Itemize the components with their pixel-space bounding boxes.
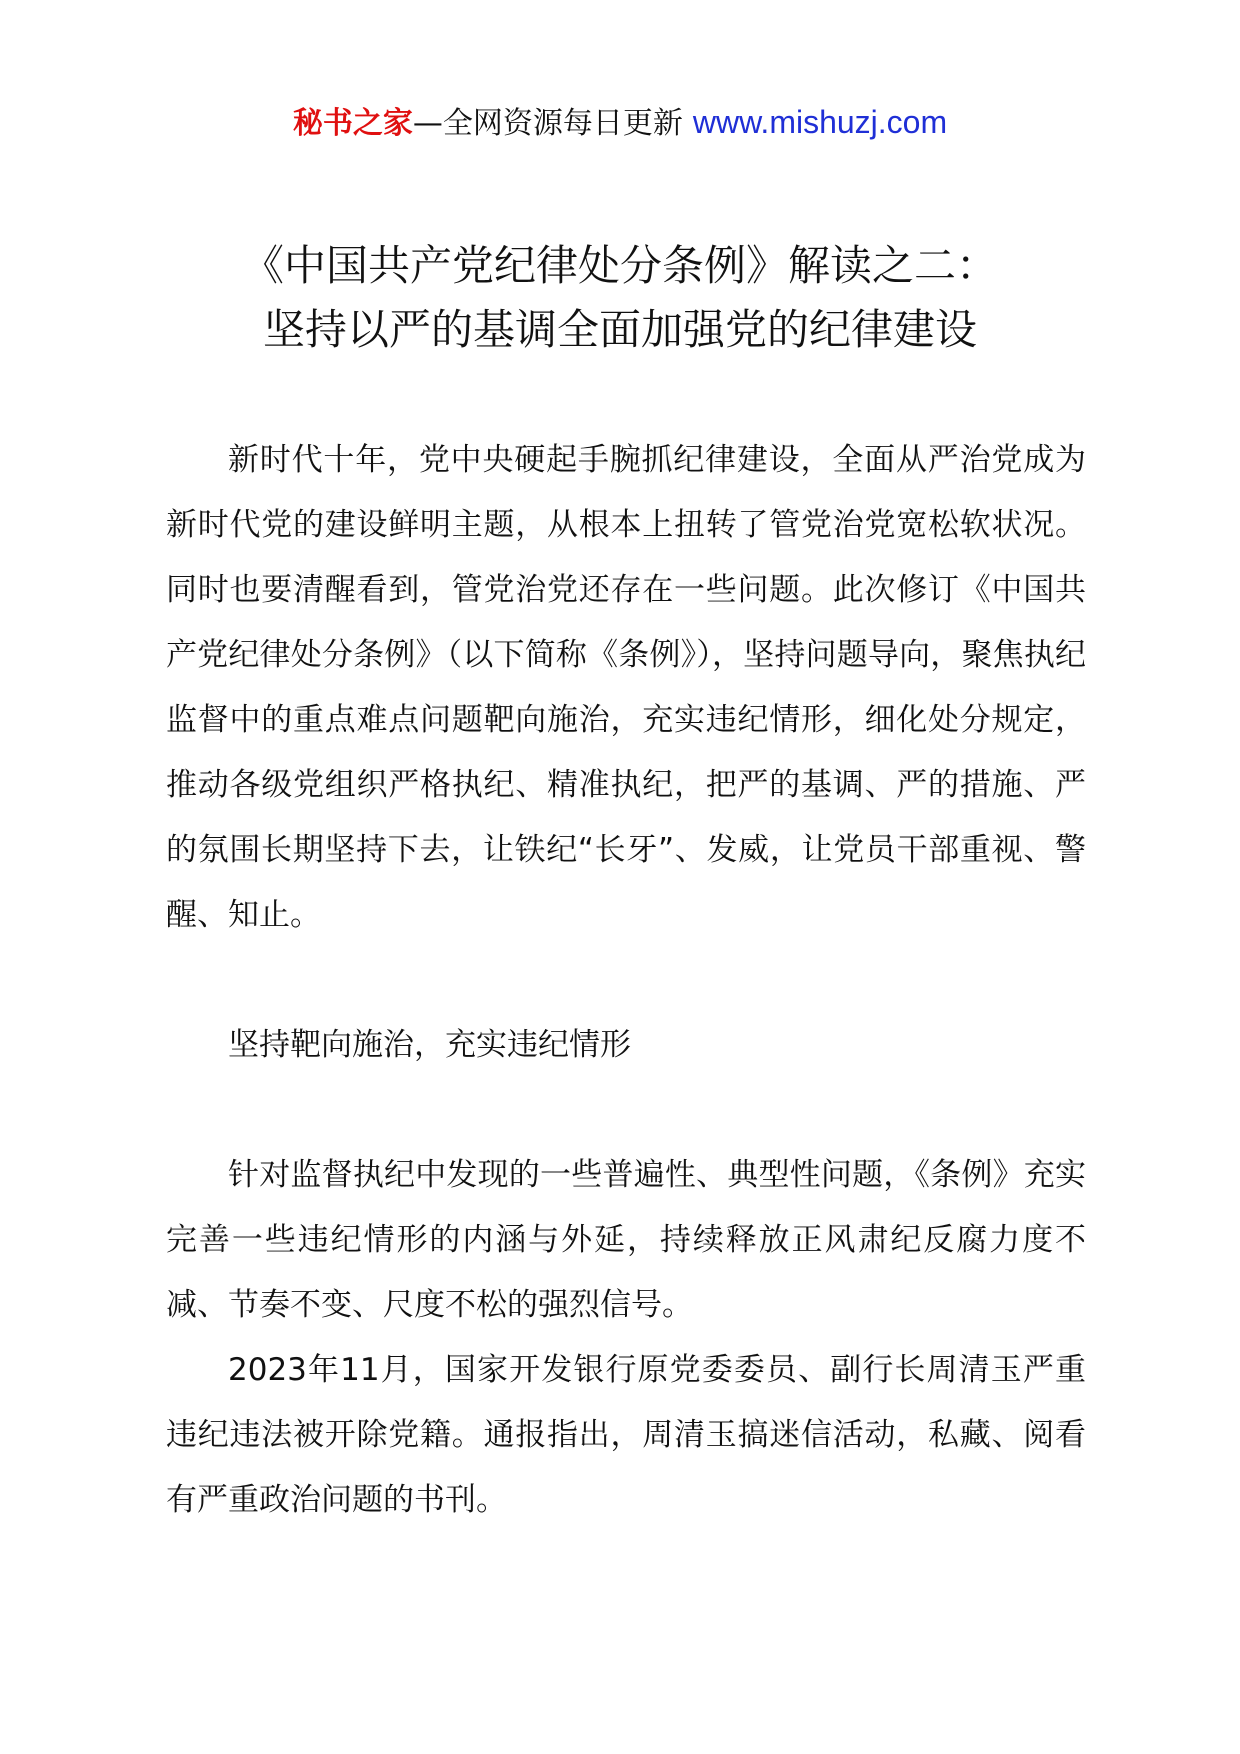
paragraph-intro: 新时代十年，党中央硬起手腕抓纪律建设，全面从严治党成为新时代党的建设鲜明主题，从根本上扭转了管党治党宽松软状况。同时也要清醒看到，管党治党还存在一些问题。此次修订《中国共产党纪律处分条例》（以下简称《条例》），坚持问题导向，聚焦执纪监督中的重点难点问题靶向施治，充实违纪情形，细化处分规定，推动各级党组织严格执纪、精准执纪，把严的基调、严的措施、严的氛围长期坚持下去，让铁纪“长牙”、发威，让党员干部重视、警醒、知止。 xyxy=(166,442,1086,933)
header-tagline: —全网资源每日更新 xyxy=(412,106,683,141)
site-url-link[interactable]: www.mishuzj.com xyxy=(692,104,948,140)
site-header xyxy=(0,100,1240,146)
section-heading: 坚持靶向施治，充实违纪情形 xyxy=(228,1027,631,1063)
document-title xyxy=(0,234,1240,362)
document-body xyxy=(166,428,1086,1533)
title-line-2: 坚持以严的基调全面加强党的纪律建设 xyxy=(262,305,977,354)
brand-name: 秘书之家 xyxy=(292,106,413,141)
paragraph-section-1: 针对监督执纪中发现的一些普遍性、典型性问题，《条例》充实完善一些违纪情形的内涵与外延，持续释放正风肃纪反腐力度不减、节奏不变、尺度不松的强烈信号。 xyxy=(166,1157,1086,1323)
paragraph-case: 2023年11月，国家开发银行原党委委员、副行长周清玉严重违纪违法被开除党籍。通报指出，周清玉搞迷信活动，私藏、阅看有严重政治问题的书刊。 xyxy=(166,1352,1086,1518)
title-line-1: 《中国共产党纪律处分条例》解读之二： xyxy=(241,241,998,290)
